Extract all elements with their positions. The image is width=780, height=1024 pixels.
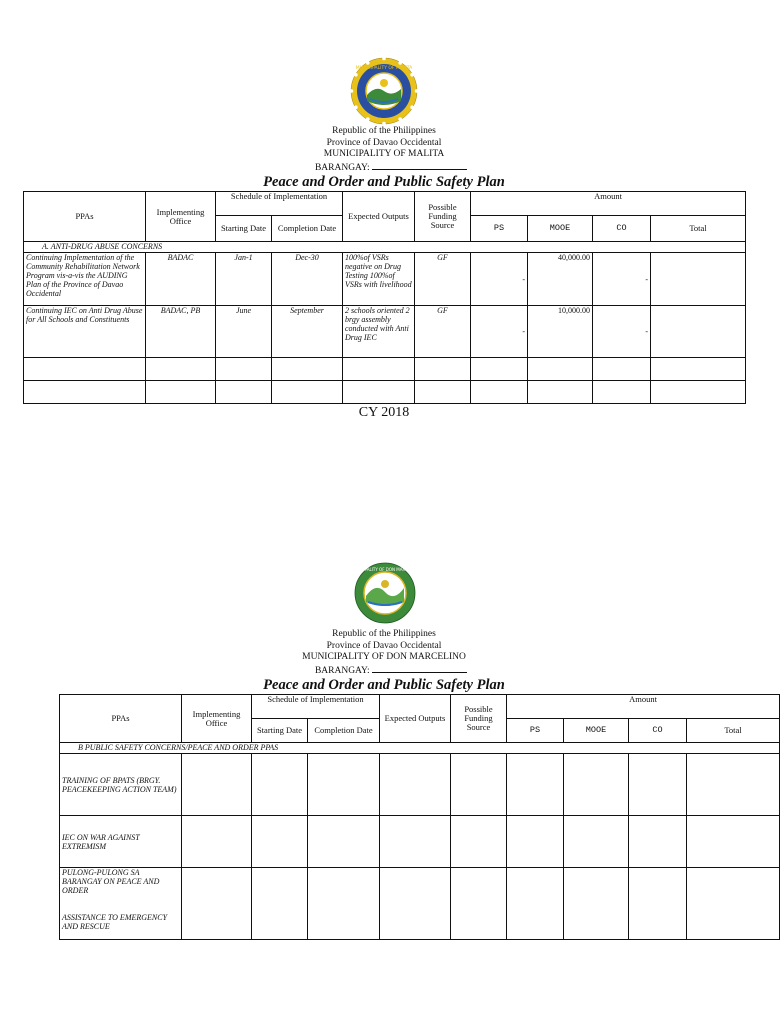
outputs-cell: 2 schools oriented 2 brgy assembly conducted with Anti Drug IEC: [343, 306, 415, 358]
plan-title: Peace and Order and Public Safety Plan: [263, 174, 505, 190]
co-cell: -: [593, 253, 651, 306]
ppa-text: PULONG-PULONG SA BARANGAY ON PEACE AND ORDER: [62, 868, 160, 895]
completion-cell: Dec-30: [272, 253, 343, 306]
funding-cell: GF: [415, 253, 471, 306]
table-row: [24, 253, 746, 306]
ppa-cell: TRAINING OF BPATS (BRGY. PEACEKEEPING ACTION TEAM): [60, 754, 182, 816]
col-header-amount: Amount: [507, 695, 780, 719]
plan-table: [59, 694, 780, 940]
plan-title: Peace and Order and Public Safety Plan: [263, 677, 505, 693]
completion-cell: September: [272, 306, 343, 358]
table-row: [60, 868, 780, 940]
col-header-schedule: Schedule of Implementation: [216, 192, 343, 216]
col-header-completion: Completion Date: [272, 216, 343, 242]
col-header-funding: Possible Funding Source: [415, 192, 471, 242]
don-marcelino-seal-logo: [350, 562, 420, 624]
col-header-ppas: PPAs: [24, 192, 146, 242]
document-header: [0, 126, 768, 174]
barangay-label: BARANGAY:: [314, 162, 370, 173]
col-header-outputs: Expected Outputs: [343, 192, 415, 242]
table-row: [60, 754, 780, 816]
co-cell: -: [593, 306, 651, 358]
province-line: Province of Davao Occidental: [326, 137, 442, 148]
calendar-year: CY 2018: [358, 405, 410, 420]
barangay-line: [0, 161, 768, 175]
col-header-office: Implementing Office: [146, 192, 216, 242]
category-row: A. ANTI-DRUG ABUSE CONCERNS: [24, 242, 746, 253]
start-cell: June: [216, 306, 272, 358]
empty-row: [24, 381, 746, 404]
document-header: [0, 629, 768, 677]
municipality-line: MUNICIPALITY OF MALITA: [323, 149, 445, 159]
empty-row: [24, 358, 746, 381]
col-header-mooe: MOOE: [564, 719, 629, 743]
province-line: Province of Davao Occidental: [326, 640, 442, 651]
col-header-start: Starting Date: [252, 719, 308, 743]
total-cell: [651, 306, 746, 358]
seal-lettering: MUNICIPALITY OF DON MARCELINO: [350, 567, 420, 572]
malita-seal-logo: [350, 57, 418, 125]
ps-cell: -: [471, 253, 528, 306]
funding-cell: GF: [415, 306, 471, 358]
col-header-start: Starting Date: [216, 216, 272, 242]
barangay-blank: [372, 161, 467, 170]
table-row: [60, 816, 780, 868]
total-cell: [651, 253, 746, 306]
col-header-funding: Possible Funding Source: [451, 695, 507, 743]
col-header-co: CO: [629, 719, 687, 743]
outputs-cell: 100%of VSRs negative on Drug Testing 100%of VSRs with livelihood: [343, 253, 415, 306]
col-header-schedule: Schedule of Implementation: [252, 695, 380, 719]
col-header-outputs: Expected Outputs: [380, 695, 451, 743]
republic-line: Republic of the Philippines: [332, 629, 436, 639]
col-header-total: Total: [687, 719, 780, 743]
start-cell: Jan-1: [216, 253, 272, 306]
col-header-amount: Amount: [471, 192, 746, 216]
mooe-cell: 10,000.00: [528, 306, 593, 358]
col-header-office: Implementing Office: [182, 695, 252, 743]
col-header-ppas: PPAs: [60, 695, 182, 743]
ppa-cell: IEC ON WAR AGAINST EXTREMISM: [60, 816, 182, 868]
office-cell: BADAC: [146, 253, 216, 306]
republic-line: Republic of the Philippines: [332, 126, 436, 136]
ppa-cell: Continuing IEC on Anti Drug Abuse for All Schools and Constituents: [24, 306, 146, 358]
office-cell: BADAC, PB: [146, 306, 216, 358]
ppa-cell: Continuing Implementation of the Community Rehabilitation Network Program vis-a-vis the AUDING Plan of the Province of Davao Occidental: [24, 253, 146, 306]
ppa-text-secondary: ASSISTANCE TO EMERGENCY AND RESCUE: [62, 913, 168, 931]
col-header-co: CO: [593, 216, 651, 242]
col-header-mooe: MOOE: [528, 216, 593, 242]
seal-lettering: MUNICIPALITY OF MALITA: [355, 66, 413, 71]
mooe-cell: 40,000.00: [528, 253, 593, 306]
col-header-total: Total: [651, 216, 746, 242]
category-row: B PUBLIC SAFETY CONCERNS/PEACE AND ORDER PPAS: [60, 743, 780, 754]
ppa-cell-multi: [60, 868, 182, 940]
col-header-ps: PS: [471, 216, 528, 242]
barangay-blank: [372, 664, 467, 673]
barangay-label: BARANGAY:: [314, 665, 370, 676]
ps-cell: -: [471, 306, 528, 358]
col-header-ps: PS: [507, 719, 564, 743]
barangay-line: [0, 664, 768, 678]
table-row: [24, 306, 746, 358]
col-header-completion: Completion Date: [308, 719, 380, 743]
municipality-line: MUNICIPALITY OF DON MARCELINO: [302, 652, 466, 662]
plan-table: [23, 191, 746, 404]
